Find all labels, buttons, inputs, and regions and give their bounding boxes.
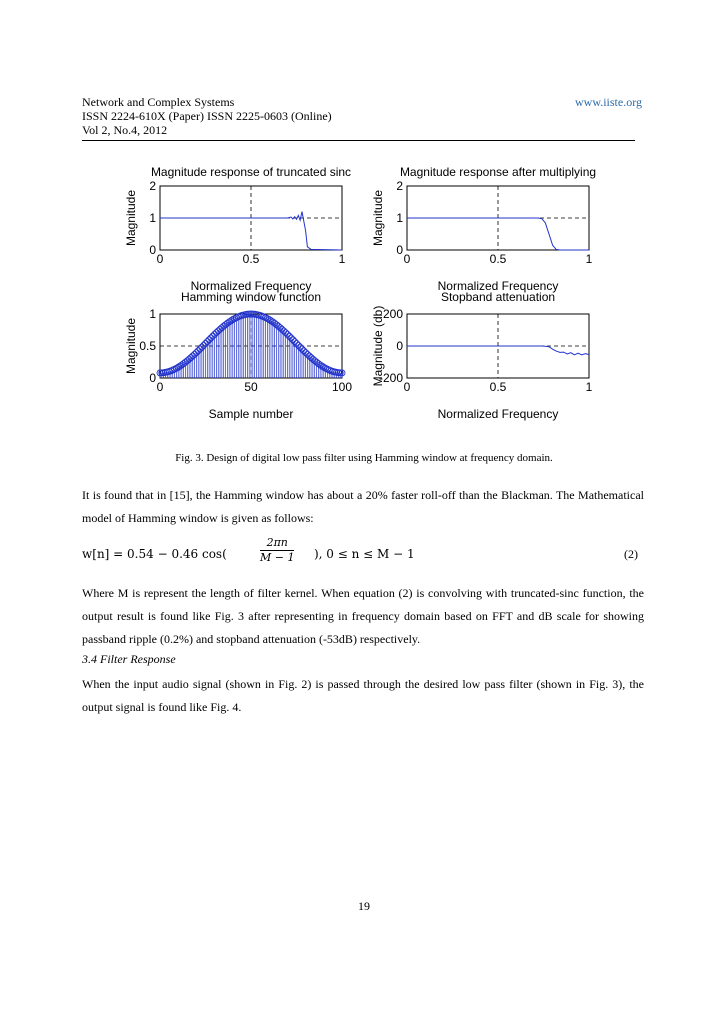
x-tick-label: 0 bbox=[156, 380, 164, 394]
y-tick-label: 0 bbox=[396, 243, 403, 257]
equation-fraction bbox=[260, 536, 294, 565]
y-axis-label: Magnitude bbox=[371, 189, 385, 247]
y-tick-label: 2 bbox=[396, 179, 403, 193]
section-heading: 3.4 Filter Response bbox=[82, 652, 176, 666]
journal-url-link[interactable]: www.iiste.org bbox=[575, 95, 642, 109]
figure-3-charts bbox=[100, 160, 620, 435]
y-tick-label: 0 bbox=[149, 243, 156, 257]
chart-title-4: Stopband attenuation bbox=[440, 290, 556, 304]
x-tick-label: 50 bbox=[244, 380, 258, 394]
paragraph-convolution: Where M is represent the length of filter kernel. When equation (2) is convolving with truncated-sinc function, the output result is found like Fig. 3 after representing in frequency domain based on FFT and dB scale for showing passband ripple (0.2%) and stopband attenuation (-53dB) respectively. bbox=[82, 586, 644, 646]
equation-2 bbox=[82, 536, 644, 572]
x-tick-label: 1 bbox=[585, 252, 593, 266]
y-tick-label: 2 bbox=[149, 179, 156, 193]
equation-rhs: ), 0 ≤ n ≤ M − 1 bbox=[314, 547, 415, 561]
y-tick-label: 200 bbox=[382, 307, 403, 321]
x-tick-label: 0.5 bbox=[489, 252, 507, 266]
y-tick-label: 1 bbox=[149, 307, 156, 321]
x-tick-label: 0.5 bbox=[242, 252, 260, 266]
x-tick-label: 0 bbox=[403, 380, 411, 394]
chart-title-3: Hamming window function bbox=[180, 290, 322, 304]
paragraph-filter-response: When the input audio signal (shown in Fig. 2) is passed through the desired low pass filter (shown in Fig. 3), the output signal is found like Fig. 4. bbox=[82, 677, 644, 714]
y-tick-label: -200 bbox=[378, 371, 403, 385]
x-axis-label-4: Normalized Frequency bbox=[437, 407, 559, 421]
x-tick-label: 0.5 bbox=[489, 380, 507, 394]
y-tick-label: 1 bbox=[396, 211, 403, 225]
equation-lhs: w[n] = 0.54 − 0.46 cos( bbox=[82, 547, 227, 561]
x-axis-label-1: Normalized Frequency bbox=[190, 279, 312, 293]
x-tick-label: 100 bbox=[331, 380, 353, 394]
y-tick-label: 1 bbox=[149, 211, 156, 225]
issn-line: ISSN 2224-610X (Paper) ISSN 2225-0603 (Online) bbox=[82, 109, 332, 123]
equation-number: (2) bbox=[624, 547, 638, 561]
x-tick-label: 1 bbox=[585, 380, 593, 394]
journal-name: Network and Complex Systems bbox=[82, 95, 235, 109]
chart-title-1: Magnitude response of truncated sinc bbox=[150, 165, 352, 179]
y-tick-label: 0 bbox=[396, 339, 403, 353]
x-tick-label: 0 bbox=[156, 252, 164, 266]
volume-line: Vol 2, No.4, 2012 bbox=[82, 123, 168, 137]
figure-caption: Fig. 3. Design of digital low pass filter using Hamming window at frequency domain. bbox=[175, 452, 553, 464]
header-divider bbox=[82, 140, 635, 141]
x-axis-label-2: Normalized Frequency bbox=[437, 279, 559, 293]
paragraph-hamming-intro: It is found that in [15], the Hamming window has about a 20% faster roll-off than the Blackman. The Mathematical model of Hamming window is given as follows: bbox=[82, 488, 644, 525]
page-number: 19 bbox=[358, 899, 370, 913]
y-axis-label: Magnitude bbox=[124, 189, 138, 247]
equation-denominator: M − 1 bbox=[260, 551, 295, 564]
y-tick-label: 0.5 bbox=[139, 339, 156, 353]
y-axis-label: Magnitude (db) bbox=[371, 305, 385, 387]
y-tick-label: 0 bbox=[149, 371, 156, 385]
x-tick-label: 1 bbox=[338, 252, 346, 266]
chart-title-2: Magnitude response after multiplying bbox=[399, 165, 597, 179]
x-axis-label-3: Sample number bbox=[208, 407, 294, 421]
equation-numerator: 2πn bbox=[260, 536, 294, 551]
y-axis-label: Magnitude bbox=[124, 317, 138, 375]
x-tick-label: 0 bbox=[403, 252, 411, 266]
